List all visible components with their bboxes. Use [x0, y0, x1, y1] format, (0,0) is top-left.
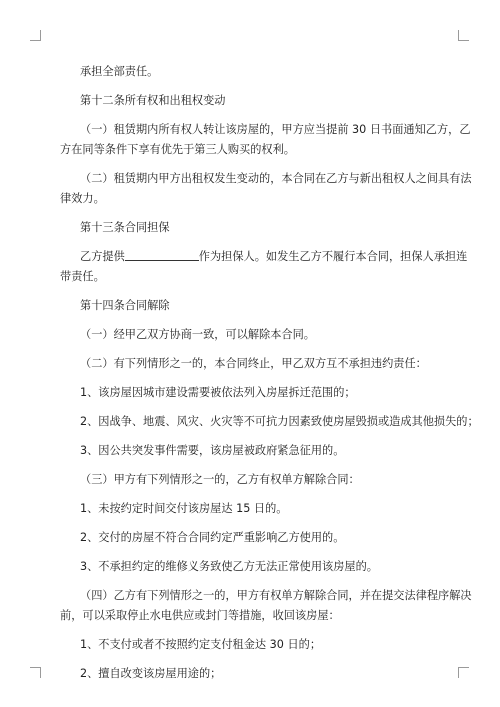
- paragraph-line: （二）有下列情形之一的，本合同终止，甲乙双方互不承担违约责任：: [80, 357, 427, 370]
- list-item: [80, 441, 440, 461]
- paragraph-line: 2、擅自改变该房屋用途的；: [80, 667, 222, 680]
- list-item: [80, 664, 440, 684]
- paragraph-line: 第十四条合同解除: [80, 299, 170, 312]
- paragraph-line: 3、因公共突发事件需要，该房屋被政府紧急征用的。: [80, 444, 345, 457]
- paragraph-line: 带责任。: [60, 270, 105, 283]
- paragraph-line: 1、未按约定时间交付该房屋达 15 日的。: [80, 502, 288, 515]
- paragraph-line: 2、交付的房屋不符合合同约定严重影响乙方使用的。: [80, 531, 345, 544]
- list-item: [80, 528, 440, 548]
- paragraph-line: 3、不承担约定的维修义务致使乙方无法正常使用该房屋的。: [80, 560, 378, 573]
- list-item: [80, 499, 440, 519]
- document-body: [60, 62, 479, 693]
- crop-mark-bottom-left: [30, 667, 41, 678]
- paragraph: [60, 586, 472, 626]
- paragraph-line: （四）乙方有下列情形之一的，甲方有权单方解除合同，并在提交法律程序解决: [80, 589, 472, 602]
- fill-in-blank[interactable]: [125, 248, 199, 261]
- paragraph: [60, 247, 468, 287]
- paragraph: [80, 325, 440, 345]
- list-item: [80, 635, 440, 655]
- crop-mark-bottom-right: [458, 667, 469, 678]
- paragraph: [80, 354, 440, 374]
- list-item: [80, 557, 440, 577]
- crop-mark-top-left: [30, 30, 41, 41]
- paragraph-line: 前，可以采取停止水电供应或封门等措施，收回该房屋：: [60, 609, 340, 622]
- paragraph: [60, 169, 472, 209]
- paragraph-text: 作为担保人。如发生乙方不履行本合同，担保人承担连: [198, 250, 468, 263]
- article-heading: [80, 218, 440, 238]
- paragraph: [80, 62, 440, 82]
- list-item: [80, 412, 479, 432]
- paragraph: [80, 470, 440, 490]
- paragraph-text: 乙方提供: [80, 250, 125, 263]
- paragraph: [60, 120, 471, 160]
- paragraph-line: 方在同等条件下享有优先于第三人购买的权利。: [60, 143, 295, 156]
- paragraph-line: （三）甲方有下列情形之一的，乙方有权单方解除合同：: [80, 473, 360, 486]
- article-heading: [80, 296, 440, 316]
- paragraph-line: 第十三条合同担保: [80, 221, 170, 234]
- paragraph-line: 1、该房屋因城市建设需要被依法列入房屋拆迁范围的；: [80, 386, 356, 399]
- paragraph-line: 2、因战争、地震、风灾、火灾等不可抗力因素致使房屋毁损或造成其他损失的；: [80, 415, 479, 428]
- paragraph-line: （一）租赁期内所有权人转让该房屋的，甲方应当提前 30 日书面通知乙方，乙: [80, 123, 471, 136]
- paragraph-line: 1、不支付或者不按照约定支付租金达 30 日的；: [80, 638, 322, 651]
- paragraph-line: （二）租赁期内甲方出租权发生变动的，本合同在乙方与新出租权人之间具有法: [80, 172, 472, 185]
- article-heading: [80, 91, 440, 111]
- list-item: [80, 383, 440, 403]
- paragraph-line: 第十二条所有权和出租权变动: [80, 94, 226, 107]
- paragraph-line: 律效力。: [60, 192, 105, 205]
- paragraph-line: （一）经甲乙双方协商一致，可以解除本合同。: [80, 328, 315, 341]
- crop-mark-top-right: [458, 30, 469, 41]
- paragraph-line: 承担全部责任。: [80, 65, 159, 78]
